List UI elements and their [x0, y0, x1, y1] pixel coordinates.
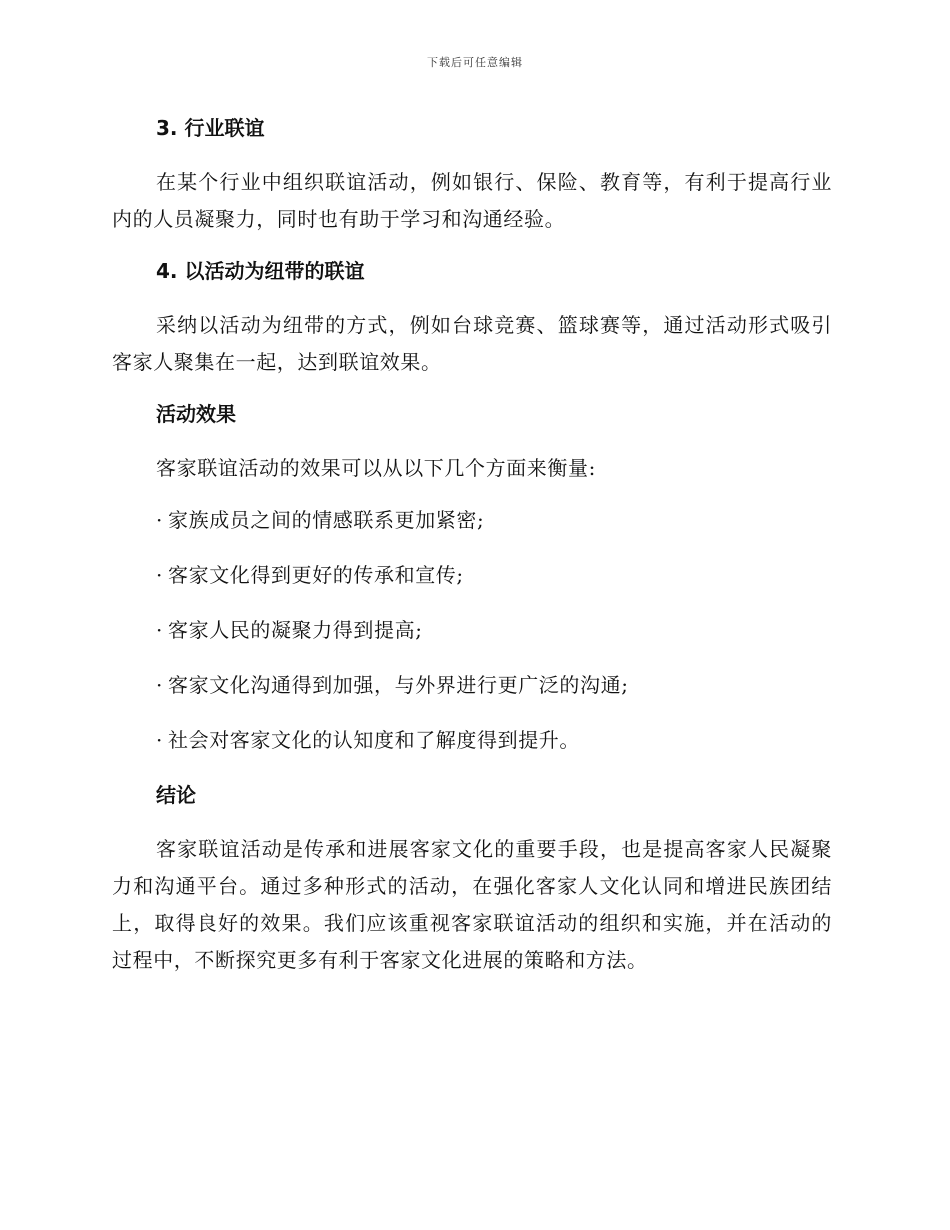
effects-intro: 客家联谊活动的效果可以从以下几个方面来衡量: [156, 456, 596, 480]
page-header: 下载后可任意编辑 [427, 56, 523, 69]
section-heading-activity-bond: 4. 以活动为纽带的联谊 [156, 259, 365, 283]
section-paragraph-conclusion: 客家联谊活动是传承和进展客家文化的重要手段，也是提高客家人民凝聚力和沟通平台。通过多种形式的活动，在强化客家人文化认同和增进民族团结上，取得良好的效果。我们应该重视客家联谊活动的组织和实施，并在活动的过程中，不断探究更多有利于客家文化进展的策略和方法。 [112, 837, 832, 972]
document-body [112, 110, 832, 994]
section-paragraph-industry: 在某个行业中组织联谊活动，例如银行、保险、教育等，有利于提高行业内的人员凝聚力，同时也有助于学习和沟通经验。 [112, 170, 832, 231]
bullet-marker: · [156, 728, 163, 752]
section-paragraph-activity-bond: 采纳以活动为纽带的方式，例如台球竞赛、篮球赛等，通过活动形式吸引客家人聚集在一起，达到联谊效果。 [112, 313, 832, 374]
list-item-text: 家族成员之间的情感联系更加紧密; [168, 508, 485, 532]
list-item [112, 667, 832, 703]
list-item-text: 社会对客家文化的认知度和了解度得到提升。 [168, 728, 580, 752]
bullet-marker: · [156, 673, 163, 697]
list-item [112, 557, 832, 593]
section-heading-conclusion: 结论 [156, 783, 196, 807]
bullet-marker: · [156, 618, 163, 642]
section-heading-industry: 3. 行业联谊 [156, 116, 265, 140]
list-item [112, 612, 832, 648]
list-item [112, 502, 832, 538]
list-item-text: 客家人民的凝聚力得到提高; [168, 618, 423, 642]
bullet-marker: · [156, 508, 163, 532]
bullet-marker: · [156, 563, 163, 587]
list-item [112, 722, 832, 758]
list-item-text: 客家文化得到更好的传承和宣传; [168, 563, 464, 587]
list-item-text: 客家文化沟通得到加强，与外界进行更广泛的沟通; [168, 673, 629, 697]
section-heading-effects: 活动效果 [156, 402, 236, 426]
